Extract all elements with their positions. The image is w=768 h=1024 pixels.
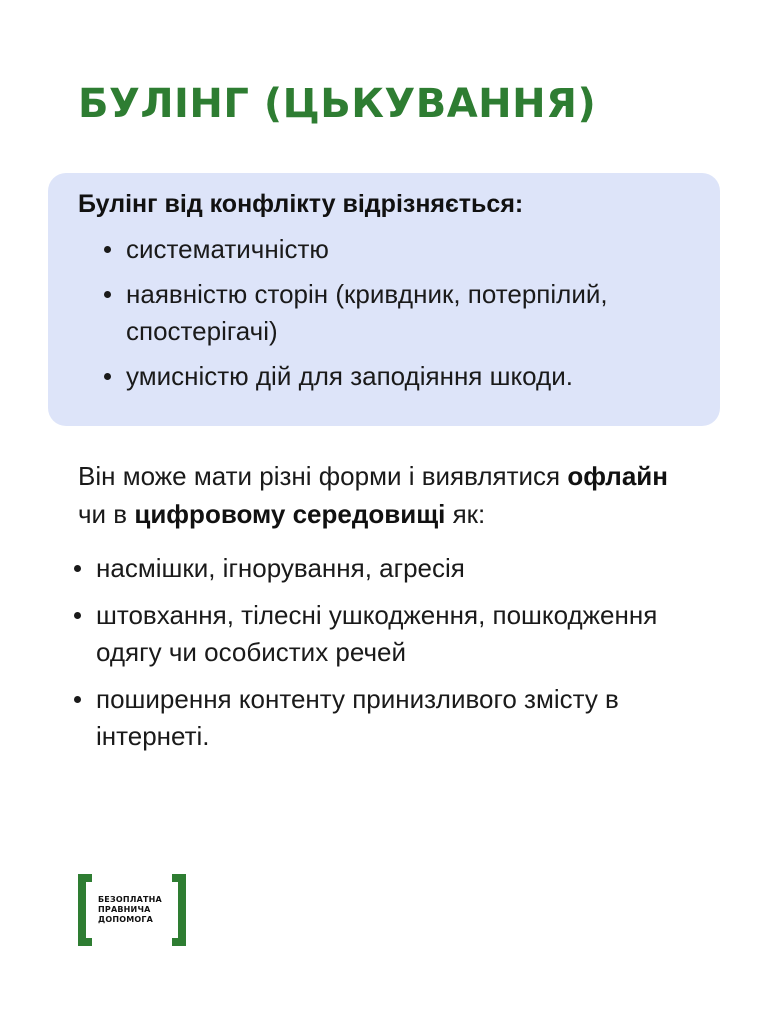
panel-list bbox=[78, 231, 690, 395]
intro-paragraph bbox=[78, 457, 698, 533]
list-item bbox=[78, 276, 690, 350]
list-item bbox=[48, 597, 728, 671]
bullet-icon bbox=[104, 291, 111, 298]
list-item bbox=[48, 681, 728, 755]
intro-offline: офлайн bbox=[567, 461, 668, 491]
logo-text-line: БЕЗОПЛАТНА bbox=[98, 895, 162, 904]
list-item-text: систематичністю bbox=[126, 234, 329, 264]
page-title: БУЛІНГ (ЦЬКУВАННЯ) bbox=[78, 81, 597, 127]
logo-text-line: ДОПОМОГА bbox=[98, 915, 154, 924]
list-item-text: поширення контенту принизливого змісту в інтернеті. bbox=[96, 684, 619, 751]
intro-text: чи в bbox=[78, 499, 135, 529]
legal-aid-logo bbox=[78, 874, 186, 946]
intro-digital-environment: цифровому середовищі bbox=[134, 499, 446, 529]
list-item-text: насмішки, ігнорування, агресія bbox=[96, 553, 465, 583]
panel-heading: Булінг від конфлікту відрізняється: bbox=[78, 190, 524, 218]
bullet-icon bbox=[74, 612, 81, 619]
list-item-text: умисністю дій для заподіяння шкоди. bbox=[126, 361, 573, 391]
info-panel bbox=[48, 173, 720, 426]
logo-left-bracket-icon bbox=[78, 874, 92, 946]
logo-text-line: ПРАВНИЧА bbox=[98, 905, 151, 914]
intro-text: Він може мати різні форми і виявлятися bbox=[78, 461, 568, 491]
bullet-icon bbox=[104, 373, 111, 380]
bullet-icon bbox=[104, 246, 111, 253]
list-item bbox=[78, 358, 690, 395]
intro-text: як: bbox=[445, 499, 486, 529]
bullet-icon bbox=[74, 696, 81, 703]
forms-list bbox=[48, 550, 728, 755]
list-item bbox=[78, 231, 690, 268]
logo-right-bracket-icon bbox=[172, 874, 186, 946]
logo-text bbox=[98, 895, 162, 925]
list-item-text: штовхання, тілесні ушкодження, пошкодження одягу чи особистих речей bbox=[96, 600, 658, 667]
bullet-icon bbox=[74, 565, 81, 572]
list-item-text: наявністю сторін (кривдник, потерпілий, спостерігачі) bbox=[126, 279, 608, 346]
list-item bbox=[48, 550, 728, 587]
